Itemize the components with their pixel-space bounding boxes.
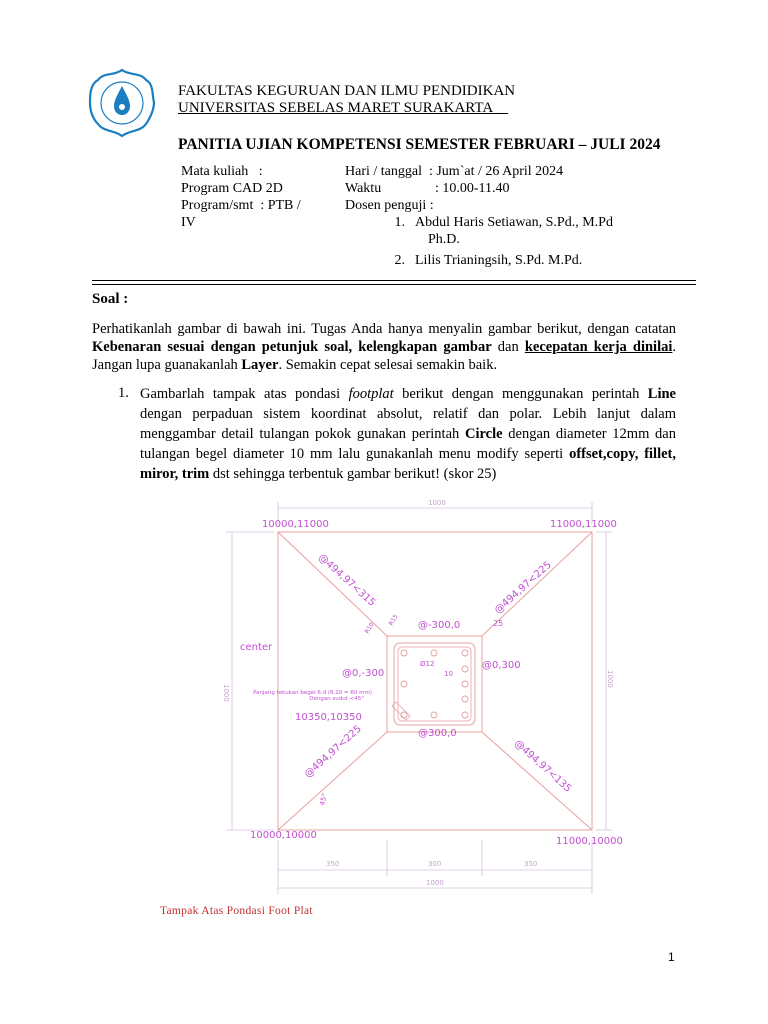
intro-paragraph bbox=[92, 320, 676, 374]
university-logo bbox=[88, 68, 156, 138]
angle-label: 45° bbox=[318, 792, 330, 807]
coord-bottom-left: 10000,10000 bbox=[250, 830, 317, 841]
program-line: Program/smt : PTB / bbox=[181, 198, 301, 213]
faculty-name: FAKULTAS KEGURUAN DAN ILMU PENDIDIKAN bbox=[178, 83, 516, 99]
rel-right: @0,300 bbox=[482, 660, 521, 671]
examiner-1 bbox=[345, 214, 645, 231]
coord-top-right: 11000,11000 bbox=[550, 519, 617, 530]
question-number: 1. bbox=[118, 385, 129, 401]
rebar-circles bbox=[401, 650, 468, 718]
dim-bottom-total: 1000 bbox=[426, 879, 444, 887]
rel-left: @0,-300 bbox=[342, 668, 385, 679]
time-label: Waktu bbox=[345, 181, 382, 196]
dim-bottom-mid: 300 bbox=[428, 860, 442, 868]
q1-italic: footplat bbox=[348, 386, 394, 402]
q1-text-2: berikut dengan menggunakan perintah bbox=[393, 386, 648, 402]
polar-top-left: @494,97<315 bbox=[315, 552, 378, 609]
q1-bold-modify: offset,copy, fillet, miror, trim bbox=[140, 446, 676, 482]
examiner-1-name: Abdul Haris Setiawan, S.Pd., M.Pd bbox=[415, 215, 613, 230]
intro-text-4: . Semakin cepat selesai semakin baik. bbox=[278, 357, 498, 373]
page-number: 1 bbox=[668, 950, 675, 964]
rel-up: @-300,0 bbox=[418, 620, 461, 631]
dim-10: 10 bbox=[444, 670, 453, 678]
logo-emblem-icon bbox=[88, 68, 156, 138]
dim-bottom-right: 350 bbox=[524, 860, 538, 868]
coord-bottom-right: 11000,10000 bbox=[556, 836, 623, 847]
university-name bbox=[178, 100, 508, 117]
examiner-2-num: 2. bbox=[394, 253, 405, 268]
rel-bottom: @300,0 bbox=[418, 728, 457, 739]
intro-bold-underline: kecepatan kerja dinilai bbox=[524, 339, 673, 355]
program-line-cont: IV bbox=[181, 215, 196, 230]
polar-bottom-right: @494,97<135 bbox=[511, 738, 574, 795]
q1-bold-circle: Circle bbox=[464, 426, 503, 442]
footplat-drawing bbox=[210, 494, 650, 914]
university-name-text: UNIVERSITAS SEBELAS MARET SURAKARTA bbox=[178, 100, 494, 116]
time-line bbox=[345, 180, 655, 197]
coord-top-left: 10000,11000 bbox=[262, 519, 329, 530]
course-line: Mata kuliah : bbox=[181, 164, 263, 179]
intro-bold-2: Layer bbox=[241, 357, 279, 373]
examiner-1-num: 1. bbox=[394, 215, 405, 230]
q1-text-5: dst sehingga terbentuk gambar berikut! (skor 25) bbox=[209, 466, 497, 482]
soal-label: Soal : bbox=[92, 291, 129, 307]
meta-left bbox=[181, 163, 321, 231]
dim-25: 25 bbox=[493, 619, 504, 628]
q1-text-3: dengan perpaduan sistem koordinat absolut, relatif dan polar. Lebih lanjut dalam menggambar detail tulangan pokok gunakan perintah bbox=[140, 406, 676, 442]
coord-inner: 10350,10350 bbox=[295, 712, 362, 723]
dim-d12: Ø12 bbox=[420, 660, 435, 668]
intro-text-3: . Jangan lupa guanakanlah bbox=[92, 339, 677, 373]
divider-bottom bbox=[92, 284, 696, 285]
dim-top: 1000 bbox=[428, 499, 446, 507]
drawing-caption: Tampak Atas Pondasi Foot Plat bbox=[160, 905, 313, 917]
examiner-1-cont: Ph.D. bbox=[428, 232, 460, 247]
question-1-text bbox=[140, 384, 676, 484]
intro-text-1: Perhatikanlah gambar di bawah ini. Tugas Anda hanya menyalin gambar berikut, dengan catatan bbox=[92, 321, 676, 337]
intro-text-2: dan bbox=[491, 339, 525, 355]
center-label: center bbox=[240, 642, 273, 653]
dim-left: 1000 bbox=[222, 684, 230, 702]
q1-text-1: Gambarlah tampak atas pondasi bbox=[140, 386, 349, 402]
meta-right bbox=[345, 163, 655, 269]
intro-bold-1: Kebenaran sesuai dengan petunjuk soal, kelengkapan gambar bbox=[92, 339, 492, 355]
polar-bottom-left: @494,97<225 bbox=[302, 723, 364, 781]
polar-top-right: @494,97<225 bbox=[492, 559, 554, 617]
examiner-2 bbox=[345, 252, 655, 269]
examiner-2-name: Lilis Trianingsih, S.Pd. M.Pd. bbox=[415, 253, 583, 268]
hook-note-2: Dengan sudut <45° bbox=[309, 696, 364, 702]
examiners-label: Dosen penguji : bbox=[345, 198, 434, 213]
small-label-b: R15 bbox=[387, 613, 400, 627]
dim-bottom-left: 350 bbox=[326, 860, 340, 868]
course-name: Program CAD 2D bbox=[181, 181, 283, 196]
q1-text-4: dengan diameter 12mm dan tulangan begel diameter 10 mm lalu gunakanlah menu modify seperti bbox=[140, 426, 676, 462]
committee-title: PANITIA UJIAN KOMPETENSI SEMESTER FEBRUARI – JULI 2024 bbox=[178, 136, 661, 153]
small-label-a: R10 bbox=[363, 621, 376, 635]
dim-right: 1000 bbox=[606, 670, 614, 688]
hook-note-1: Panjang tekukan begel 6.d (6.10 = 60 mm) bbox=[253, 690, 372, 696]
q1-bold-line: Line bbox=[647, 386, 676, 402]
time-value: : 10.00-11.40 bbox=[435, 181, 510, 196]
divider-top bbox=[92, 280, 696, 281]
day-line: Hari / tanggal : Jum`at / 26 April 2024 bbox=[345, 164, 564, 179]
